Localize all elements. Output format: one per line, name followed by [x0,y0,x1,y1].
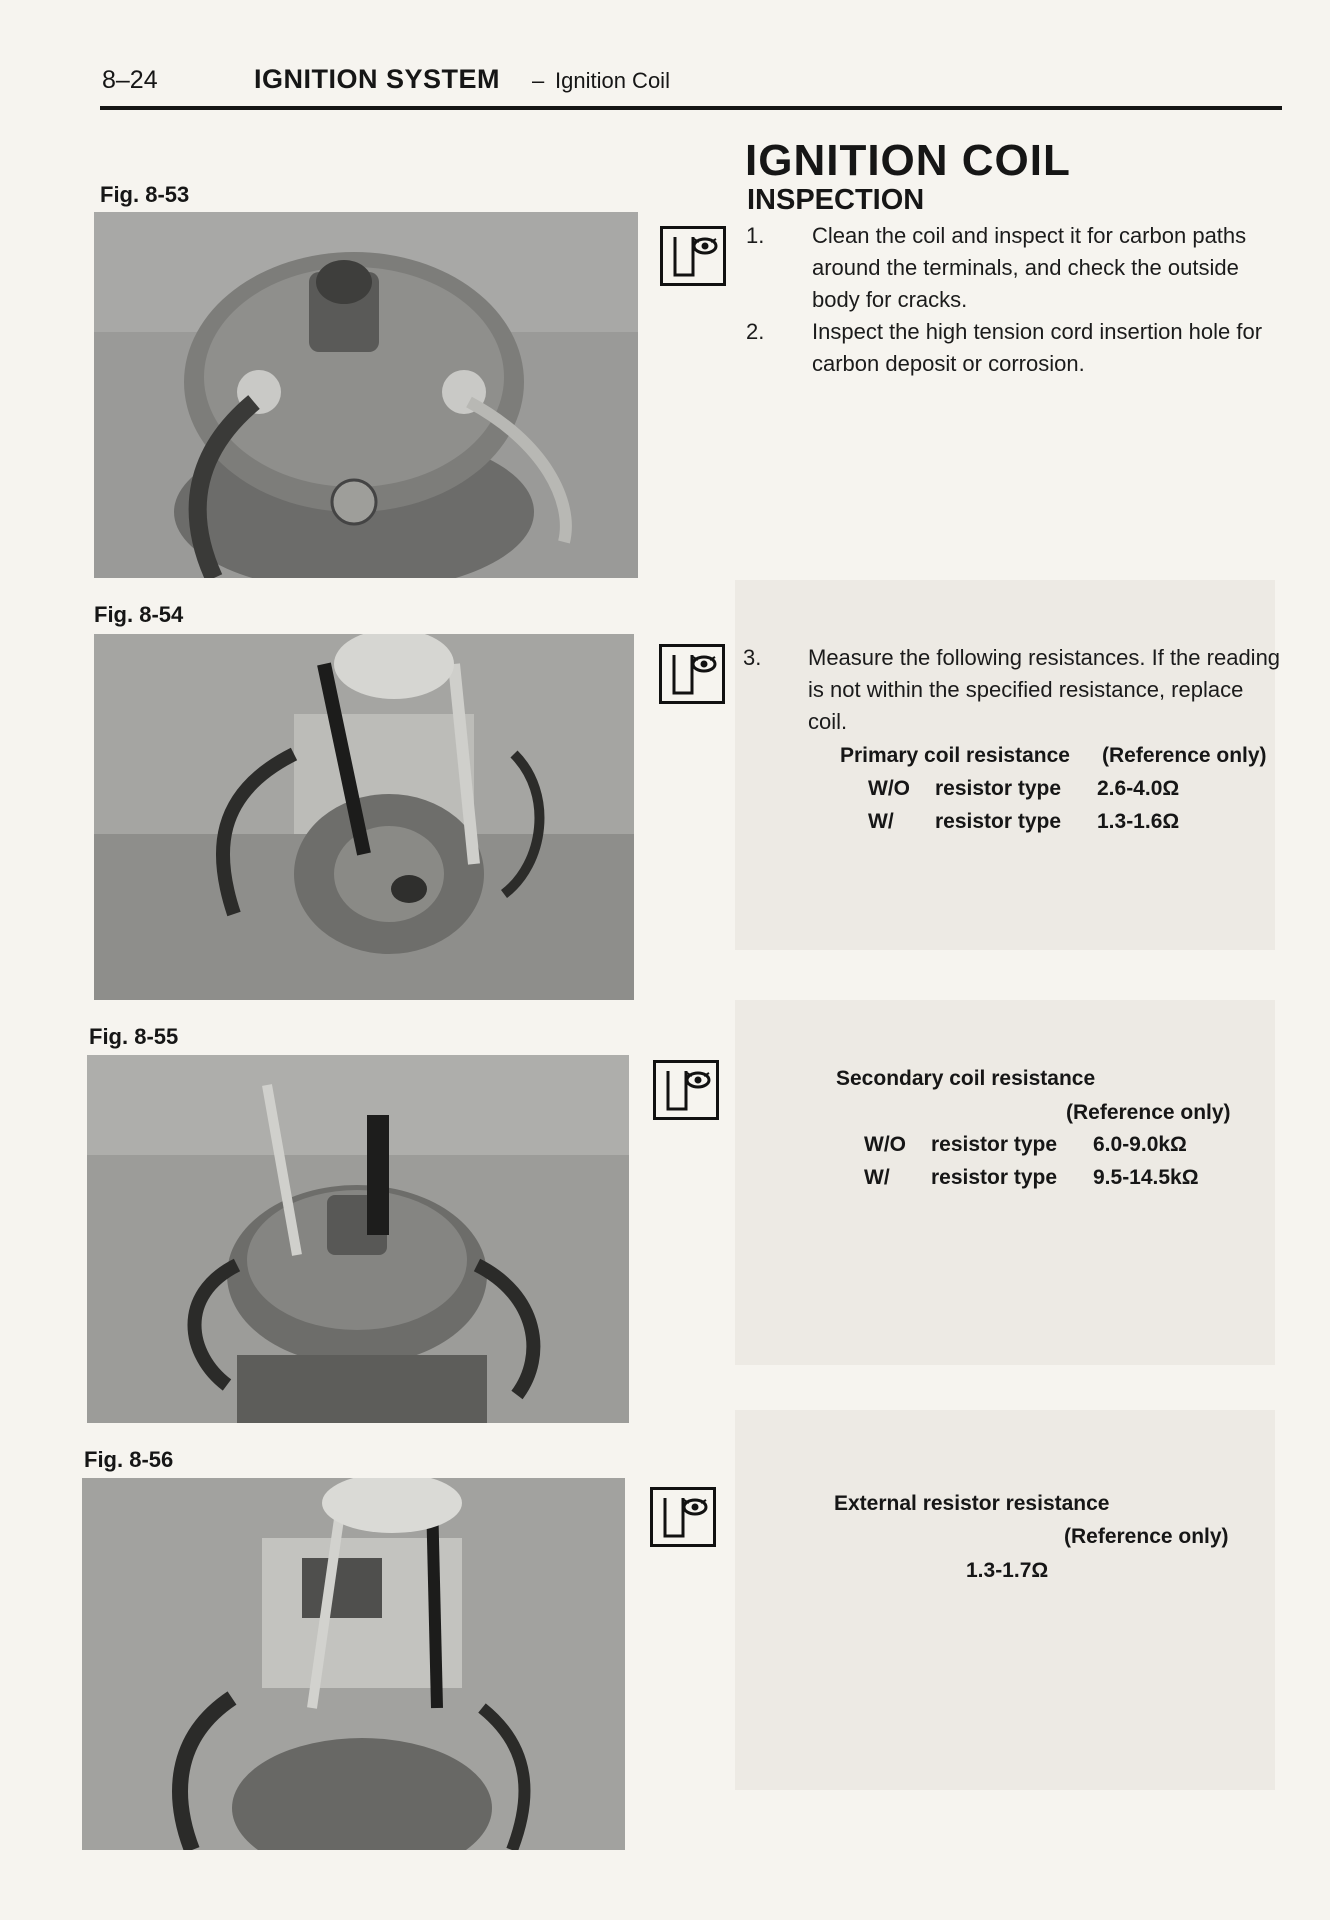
header-rule [100,106,1282,110]
background-panel [735,1410,1275,1790]
figure-photo-primary-measure [94,634,634,1000]
secondary-spec-note: (Reference only) [1066,1101,1231,1124]
spec-value: 6.0-9.0kΩ [1093,1133,1187,1156]
step-number: 3. [743,645,762,670]
header-separator: – [532,68,545,93]
section-header: IGNITION SYSTEM [254,64,501,94]
section-title: IGNITION COIL [745,136,1071,185]
external-spec-note: (Reference only) [1064,1525,1229,1548]
spec-type: resistor type [935,810,1062,833]
inspect-icon [659,644,725,704]
spec-value: 9.5-14.5kΩ [1093,1166,1199,1189]
spec-value: 1.3-1.6Ω [1097,810,1180,833]
spec-type: resistor type [935,777,1062,800]
figure-photo-secondary-measure [87,1055,629,1423]
step-number: 1. [746,223,765,248]
step-number: 2. [746,319,765,344]
external-spec-value: 1.3-1.7Ω [966,1559,1049,1582]
figure-photo-external-resistor [82,1478,625,1850]
section-subtitle: INSPECTION [747,184,925,216]
figure-label: Fig. 8-56 [84,1447,174,1472]
spec-label: W/ [868,810,894,833]
figure-label: Fig. 8-55 [89,1024,179,1049]
spec-type: resistor type [931,1133,1058,1156]
spec-row [864,1128,1211,1161]
secondary-spec-table [864,1128,1211,1194]
spec-row [868,772,1191,805]
spec-type: resistor type [931,1166,1058,1189]
spec-label: W/O [868,777,910,800]
figure-photo-coil-top [94,212,638,578]
page-number: 8–24 [102,66,158,94]
spec-row [864,1161,1211,1194]
spec-row [868,805,1191,838]
primary-spec-title: Primary coil resistance [840,744,1070,767]
step-text: Inspect the high tension cord insertion hole for carbon deposit or corrosion. [812,319,1263,376]
subsection-header: Ignition Coil [555,68,670,93]
spec-label: W/O [864,1133,906,1156]
primary-spec-table [868,772,1191,838]
inspect-icon [660,226,726,286]
spec-value: 2.6-4.0Ω [1097,777,1180,800]
spec-label: W/ [864,1166,890,1189]
step-text: Measure the following resistances. If the reading is not within the specified resistance, replace coil. [808,645,1281,734]
figure-label: Fig. 8-53 [100,182,190,207]
step-text: Clean the coil and inspect it for carbon paths around the terminals, and check the outside body for cracks. [812,223,1247,312]
external-spec-title: External resistor resistance [834,1492,1110,1515]
primary-spec-note: (Reference only) [1102,744,1267,767]
inspect-icon [650,1487,716,1547]
secondary-spec-title: Secondary coil resistance [836,1067,1096,1090]
figure-label: Fig. 8-54 [94,602,184,627]
inspect-icon [653,1060,719,1120]
